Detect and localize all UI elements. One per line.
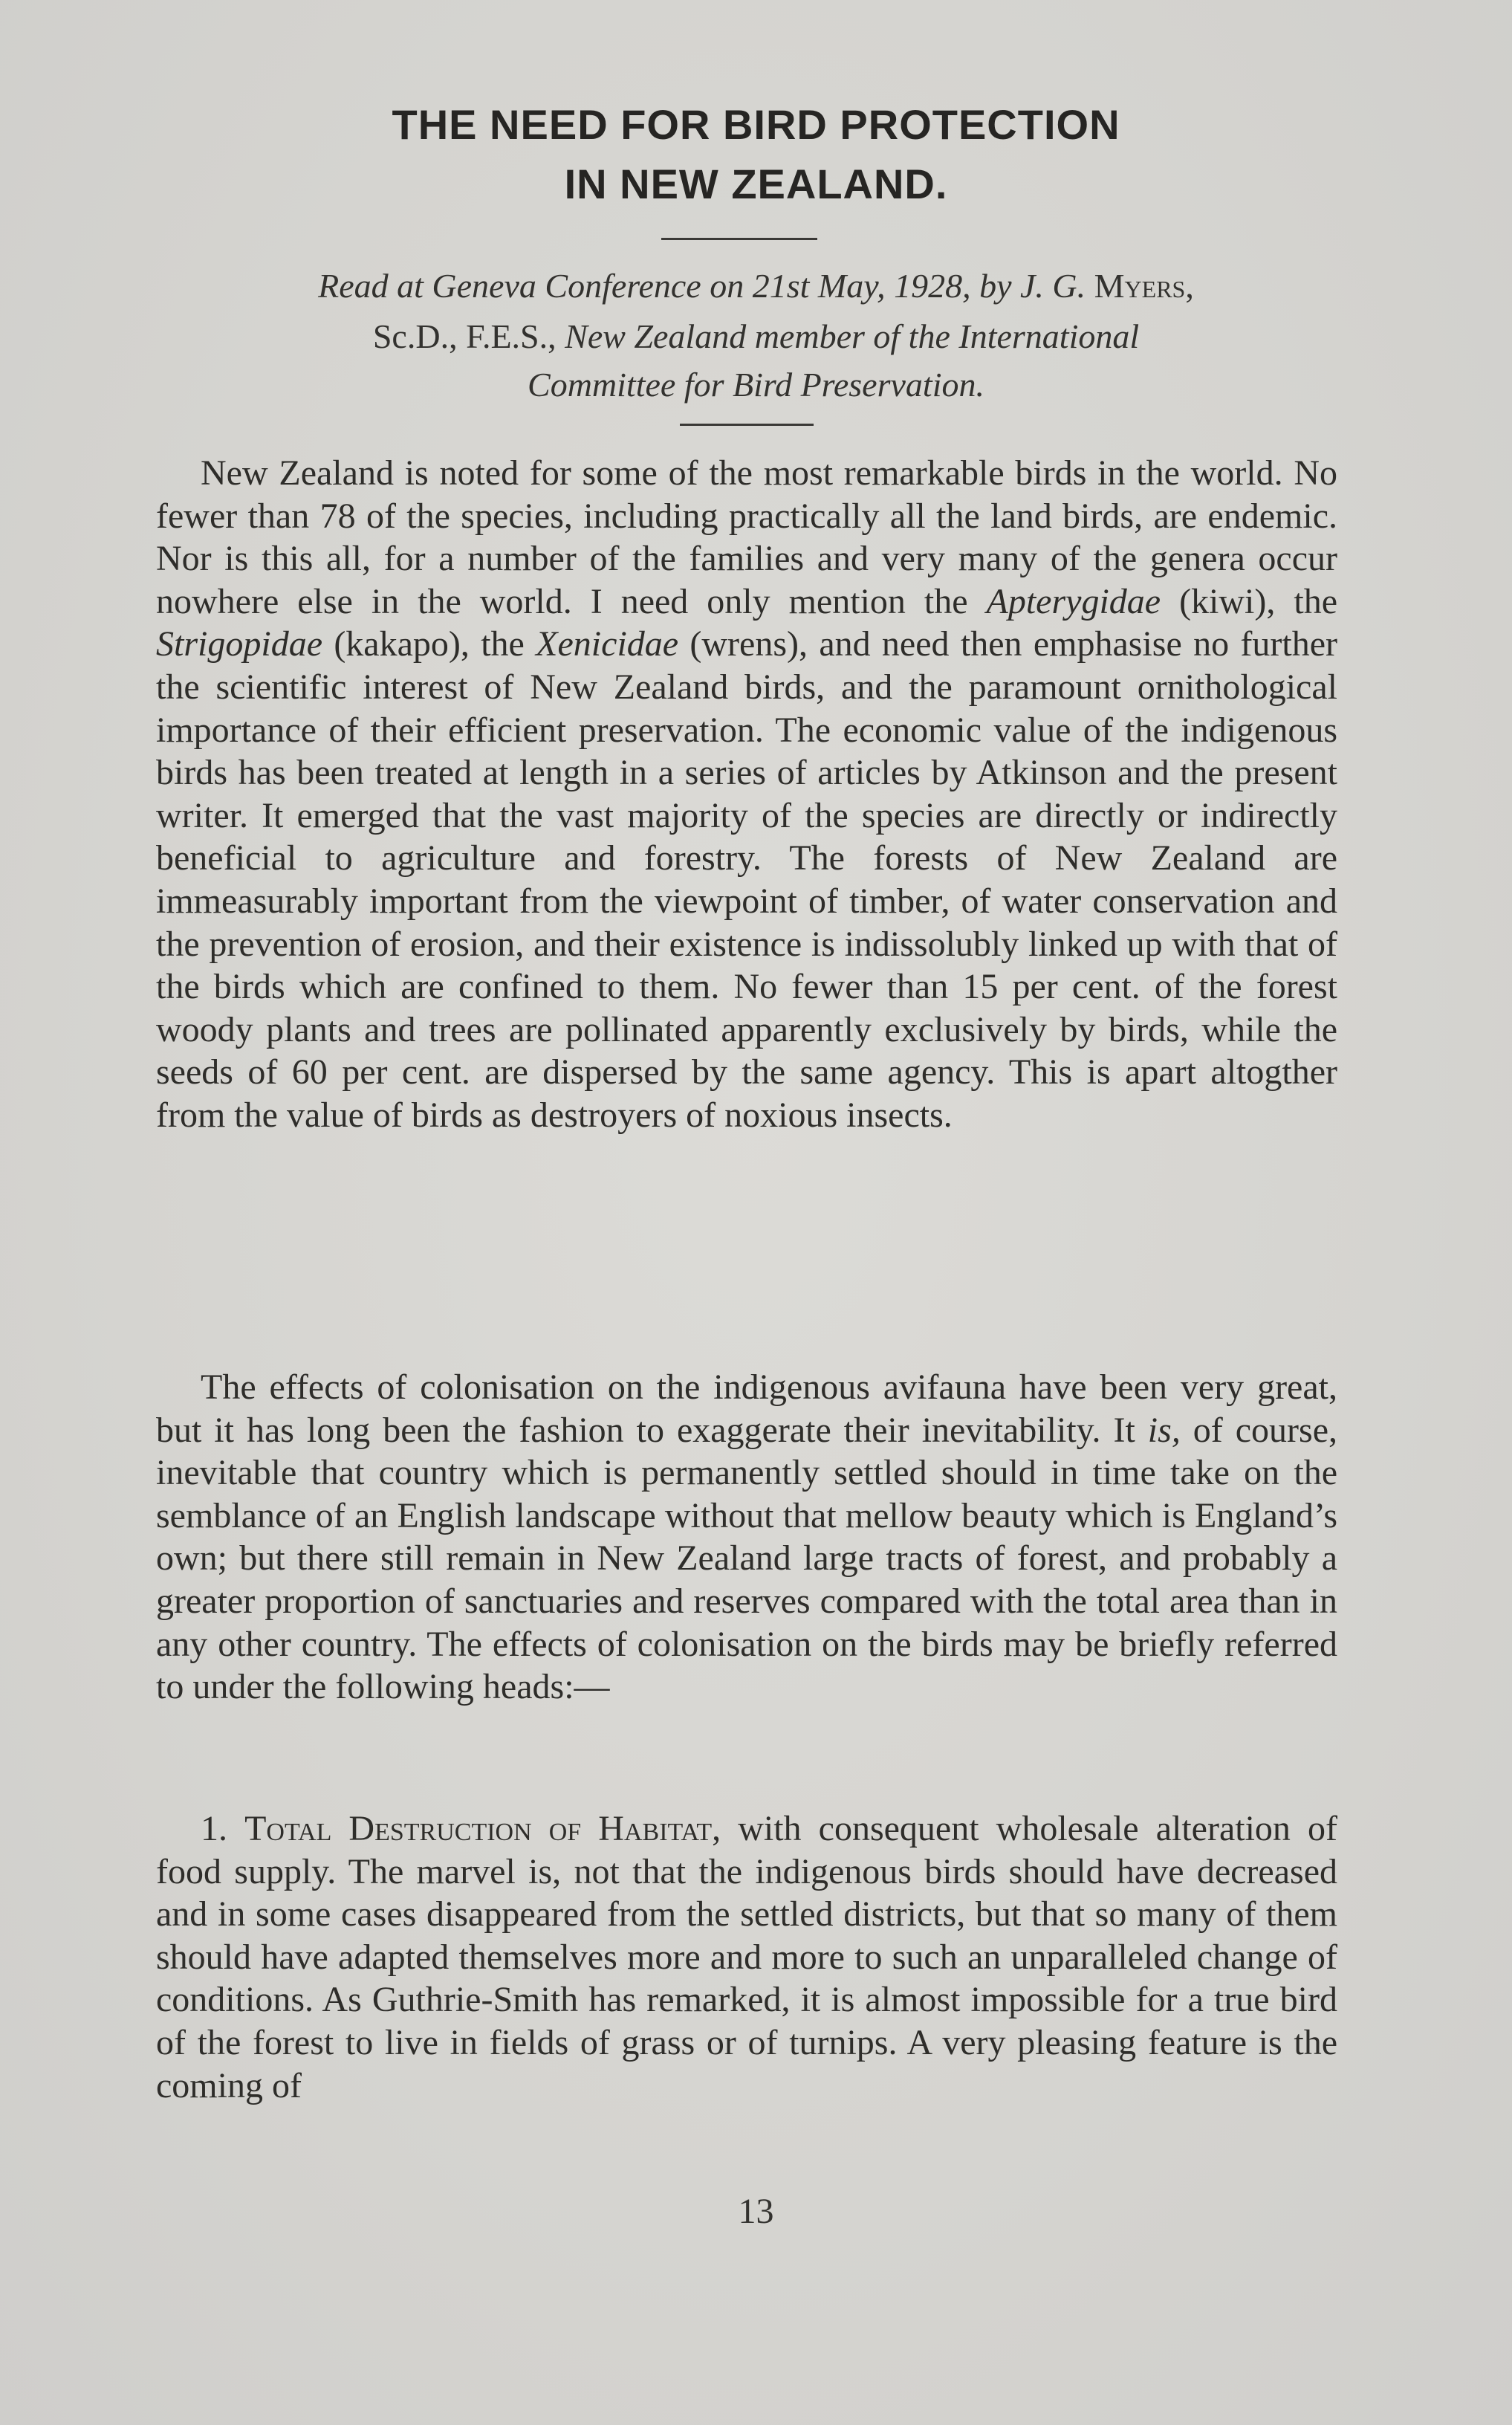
section-heading-habitat: Total Destruction of Habitat, [244, 1809, 721, 1848]
paragraph-2 [156, 1366, 1337, 1709]
divider-rule-bottom [680, 424, 814, 426]
taxon-xenicidae: Xenicidae [536, 624, 679, 664]
byline-line-2 [0, 315, 1512, 358]
paragraph-1-part-3: (kakapo), the [322, 624, 536, 664]
byline-text-1: Read at Geneva Conference on 21st May, 1928, by J. G. [318, 267, 1094, 305]
author-degrees: Sc.D., F.E.S., [372, 317, 565, 355]
paragraph-2-part-1: The effects of colonisation on the indigenous avifauna have been very great, but it has long been the fashion to exaggerate their inevitability. It [156, 1367, 1337, 1450]
paragraph-1-part-1: New Zealand is noted for some of the most remarkable birds in the world. No fewer than 78 of the species, including practically all the land birds, are endemic. Nor is this all, for a number of the families and very many of the genera occur nowhere else in the world. I need only mention the [156, 453, 1337, 621]
paragraph-3-text [156, 1807, 1337, 2107]
paragraph-1-part-2: (kiwi), the [1161, 581, 1337, 621]
paragraph-2-emphasis: is, [1147, 1410, 1181, 1450]
byline-text-2: New Zealand member of the International [565, 317, 1140, 355]
title-line-2: IN NEW ZEALAND. [564, 161, 948, 207]
taxon-apterygidae: Apterygidae [986, 581, 1161, 621]
byline-line-1 [0, 265, 1512, 308]
paragraph-1-part-4: (wrens), and need then emphasise no further the scientific interest of New Zealand birds, and the paramount ornithological importance of their efficient preservation. The economic value of the indigenous birds has been treated at length in a series of articles by Atkinson and the present writer. It emerged that the vast majority of the species are directly or indirectly beneficial to agriculture and forestry. The forests of New Zealand are immeasurably important from the viewpoint of timber, of water conservation and the prevention of erosion, and their existence is indissolubly linked up with that of the birds which are confined to them. No fewer than 15 per cent. of the forest woody plants and trees are pollinated apparently exclusively by birds, while the seeds of 60 per cent. are dispersed by the same agency. This is apart altogther from the value of birds as destroyers of noxious insects. [156, 624, 1337, 1135]
paragraph-1 [156, 452, 1337, 1137]
paragraph-2-text [156, 1366, 1337, 1709]
author-name: Myers, [1094, 267, 1194, 305]
paragraph-2-part-2: of course, inevitable that country which is permanently settled should in time take on the semblance of an English landscape without that mellow beauty which is England’s own; but there still remain in New Zealand large tracts of forest, and probably a greater proportion of sanctuaries and reserves compared with the total area than in any other country. The effects of colonisation on the birds may be briefly referred to under the following heads:— [156, 1410, 1338, 1707]
taxon-strigopidae: Strigopidae [156, 624, 322, 664]
paragraph-3-body: with consequent wholesale alteration of food supply. The marvel is, not that the indigenous birds should have decreased and in some cases disappeared from the settled districts, but that so many of them should have adapted themselves more and more to such an unparalleled change of conditions. As Guthrie-Smith has remarked, it is almost impossible for a true bird of the forest to live in fields of grass or of turnips. A very pleasing feature is the coming of [156, 1809, 1338, 2105]
page-number: 13 [738, 2192, 774, 2231]
byline-text-3: Committee for Bird Preservation. [528, 366, 984, 404]
divider-rule-top [661, 238, 817, 240]
byline-line-3 [0, 363, 1512, 407]
title-line-1: THE NEED FOR BIRD PROTECTION [392, 101, 1120, 148]
paragraph-1-text [156, 452, 1337, 1137]
heading-number: 1. [201, 1809, 245, 1848]
paragraph-3 [156, 1807, 1337, 2107]
